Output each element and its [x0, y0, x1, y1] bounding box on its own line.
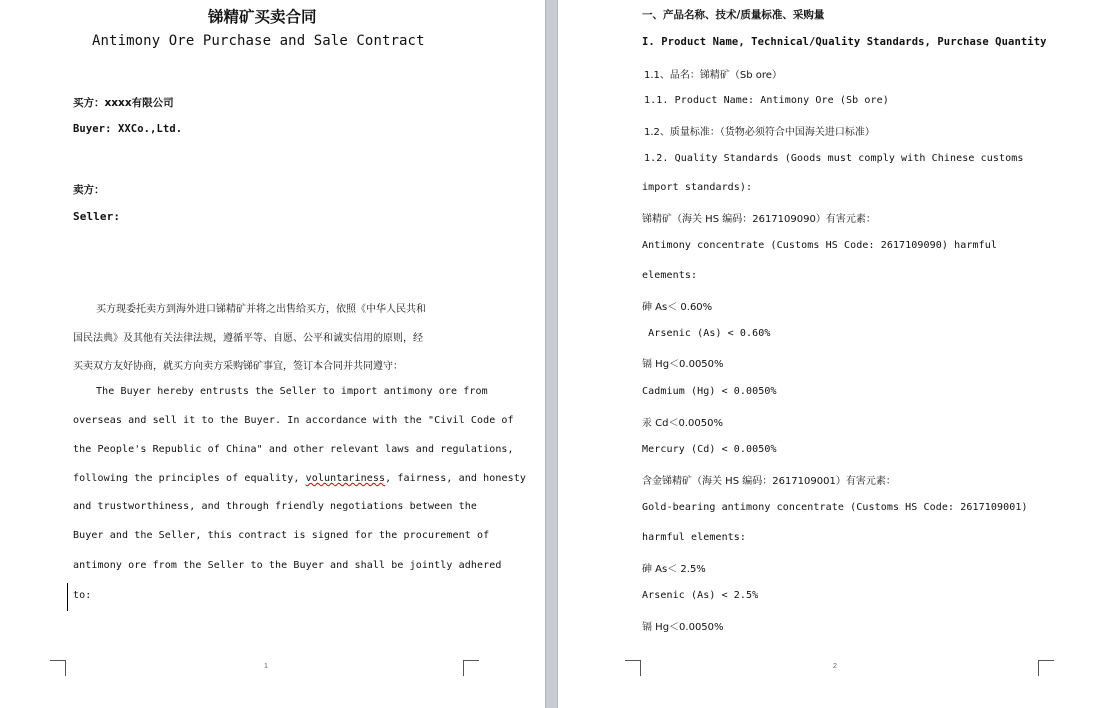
- crop-mark: [463, 660, 464, 676]
- body-line: 1.1、品名：锑精矿（Sb ore）: [644, 70, 782, 81]
- body-line: elements:: [642, 270, 698, 281]
- seller-english: Seller:: [73, 210, 121, 223]
- body-line: 1.1. Product Name: Antimony Ore (Sb ore): [644, 95, 889, 106]
- body-line: import standards):: [642, 182, 753, 193]
- buyer-english: Buyer: XXCo.,Ltd.: [73, 123, 183, 135]
- body-line: Arsenic (As) < 2.5%: [642, 590, 759, 601]
- crop-mark: [50, 660, 66, 661]
- body-line: harmful elements:: [642, 532, 747, 543]
- spellcheck-word: voluntariness: [305, 473, 386, 484]
- section-heading-cn: 一、产品名称、技术/质量标准、采购量: [642, 9, 825, 21]
- document-page-2[interactable]: [558, 0, 1107, 708]
- paragraph-en-line: [73, 473, 526, 484]
- body-line: Antimony concentrate (Customs HS Code: 2617109090) harmful: [642, 240, 997, 251]
- text-run: , fairness, and honesty: [385, 473, 526, 484]
- paragraph-en-line: the People's Republic of China" and other relevant laws and regulations,: [73, 444, 514, 455]
- body-line: 汞 Cd＜0.0050%: [642, 418, 724, 429]
- crop-mark: [65, 660, 66, 676]
- body-line: 含金锑精矿（海关 HS 编码：2617109001）有害元素：: [642, 476, 896, 487]
- crop-mark: [625, 660, 641, 661]
- body-line: Arsenic (As) < 0.60%: [642, 328, 771, 339]
- body-line: 1.2. Quality Standards (Goods must comply with Chinese customs: [644, 153, 1024, 164]
- section-heading-en: I. Product Name, Technical/Quality Standards, Purchase Quantity: [642, 36, 1047, 48]
- paragraph-en-line: Buyer and the Seller, this contract is signed for the procurement of: [73, 530, 490, 541]
- text-run: following the principles of equality,: [73, 473, 306, 484]
- body-line: 锑精矿（海关 HS 编码：2617109090）有害元素：: [642, 214, 876, 225]
- body-line: 砷 As＜ 2.5%: [642, 564, 706, 575]
- buyer-chinese: 买方：xxxx有限公司: [73, 97, 174, 109]
- body-line: 1.2、质量标准：（货物必须符合中国海关进口标准）: [644, 127, 875, 138]
- paragraph-cn-line: 国民法典》及其他有关法律法规，遵循平等、自愿、公平和诚实信用的原则，经: [73, 333, 423, 344]
- document-page-1[interactable]: [0, 0, 545, 708]
- body-line: 镉 Hg＜0.0050%: [642, 622, 724, 633]
- body-line: Cadmium (Hg) < 0.0050%: [642, 386, 777, 397]
- text-cursor: [67, 583, 68, 611]
- crop-mark: [463, 660, 479, 661]
- body-line: Mercury (Cd) < 0.0050%: [642, 444, 777, 455]
- paragraph-cn-line: 买方现委托卖方到海外进口锑精矿并将之出售给买方，依照《中华人民共和: [96, 304, 426, 315]
- paragraph-en-line: and trustworthiness, and through friendly negotiations between the: [73, 501, 477, 512]
- title-chinese: 锑精矿买卖合同: [208, 8, 317, 26]
- crop-mark: [640, 660, 641, 676]
- seller-chinese: 卖方：: [73, 184, 105, 196]
- paragraph-cn-line: 买卖双方友好协商，就买方向卖方采购锑矿事宜，签订本合同并共同遵守：: [73, 361, 403, 372]
- paragraph-en-line: to:: [73, 590, 92, 601]
- body-line: 镉 Hg＜0.0050%: [642, 359, 724, 370]
- body-line: Gold-bearing antimony concentrate (Customs HS Code: 2617109001): [642, 502, 1028, 513]
- crop-mark: [1038, 660, 1054, 661]
- page-gutter: [545, 0, 558, 708]
- page-number: 1: [264, 663, 268, 670]
- paragraph-en-line: The Buyer hereby entrusts the Seller to import antimony ore from: [96, 386, 488, 397]
- body-line: 砷 As＜ 0.60%: [642, 302, 713, 313]
- paragraph-en-line: antimony ore from the Seller to the Buyer and shall be jointly adhered: [73, 560, 502, 571]
- page-number: 2: [833, 663, 837, 670]
- title-english: Antimony Ore Purchase and Sale Contract: [92, 33, 425, 49]
- paragraph-en-line: overseas and sell it to the Buyer. In accordance with the "Civil Code of: [73, 415, 514, 426]
- crop-mark: [1038, 660, 1039, 676]
